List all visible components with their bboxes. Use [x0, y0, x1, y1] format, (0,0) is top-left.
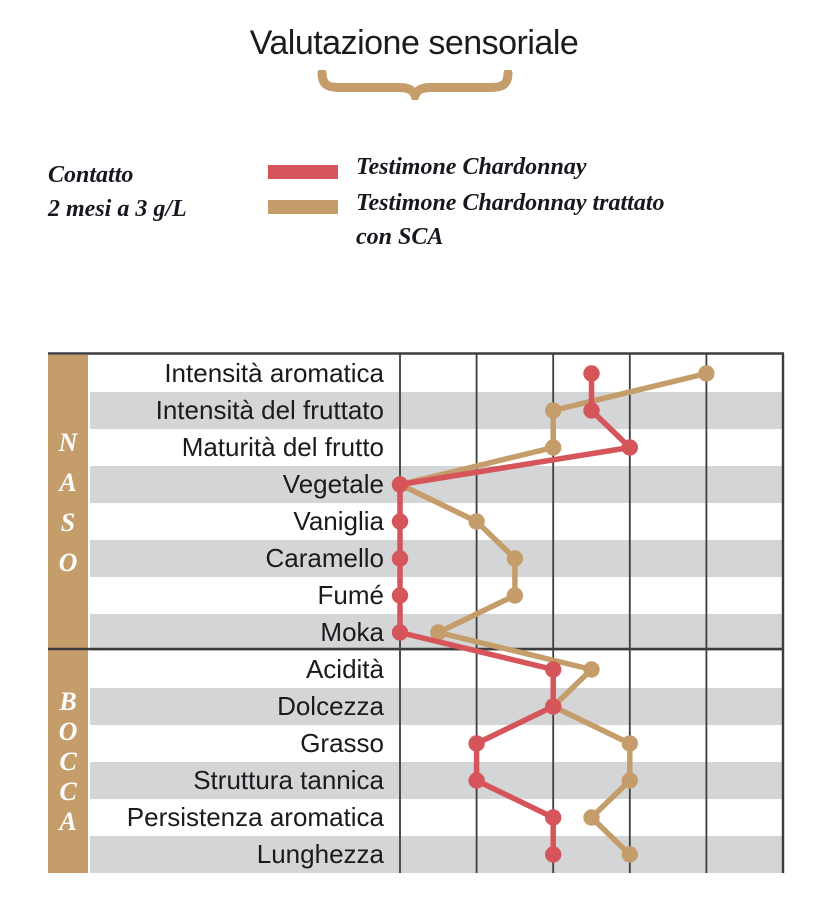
category-label: Lunghezza: [256, 839, 384, 869]
category-label: Vegetale: [282, 469, 384, 499]
category-label: Struttura tannica: [193, 765, 384, 795]
series-point: [507, 587, 523, 603]
category-label: Maturità del frutto: [181, 432, 384, 462]
series-point: [545, 809, 561, 825]
series-point: [583, 365, 599, 381]
section-letter: B: [59, 687, 77, 716]
legend-label-trattato-sca: Testimone Chardonnay trattato con SCA: [356, 190, 665, 250]
section-letter: C: [59, 747, 77, 776]
section-letter: O: [58, 717, 78, 746]
section-letter: A: [59, 468, 77, 497]
brace-decoration: [317, 70, 513, 100]
series-point: [468, 735, 484, 751]
section-letter: N: [58, 428, 78, 457]
category-label: Dolcezza: [277, 691, 384, 721]
series-point: [622, 735, 638, 751]
category-label: Intensità aromatica: [164, 358, 384, 388]
contact-note: [48, 158, 187, 226]
section-letter: O: [58, 548, 78, 577]
category-label: Vaniglia: [293, 506, 384, 536]
series-point: [545, 661, 561, 677]
series-point: [468, 513, 484, 529]
section-letter: A: [59, 807, 77, 836]
category-label: Persistenza aromatica: [126, 802, 384, 832]
section-label-naso: [48, 355, 88, 651]
section-letter: S: [60, 508, 76, 537]
series-point: [545, 439, 561, 455]
legend-swatch-trattato-sca: [268, 200, 338, 214]
series-point: [583, 661, 599, 677]
legend-swatch-testimone: [268, 165, 338, 179]
contact-line-1: Contatto: [48, 162, 134, 188]
contact-line-2: 2 mesi a 3 g/L: [48, 196, 187, 222]
category-label: Fumé: [317, 580, 384, 610]
category-label: Moka: [320, 617, 384, 647]
page-title: Valutazione sensoriale: [249, 24, 579, 62]
category-label: Grasso: [300, 728, 384, 758]
series-point: [583, 809, 599, 825]
section-label-bocca: [48, 651, 88, 873]
category-label: Acidità: [305, 654, 384, 684]
series-point: [622, 439, 638, 455]
section-letter: C: [59, 777, 77, 806]
category-label: Caramello: [265, 543, 384, 573]
series-point: [698, 365, 714, 381]
legend-label-testimone: Testimone Chardonnay: [356, 154, 587, 180]
category-label: Intensità del fruttato: [155, 395, 384, 425]
